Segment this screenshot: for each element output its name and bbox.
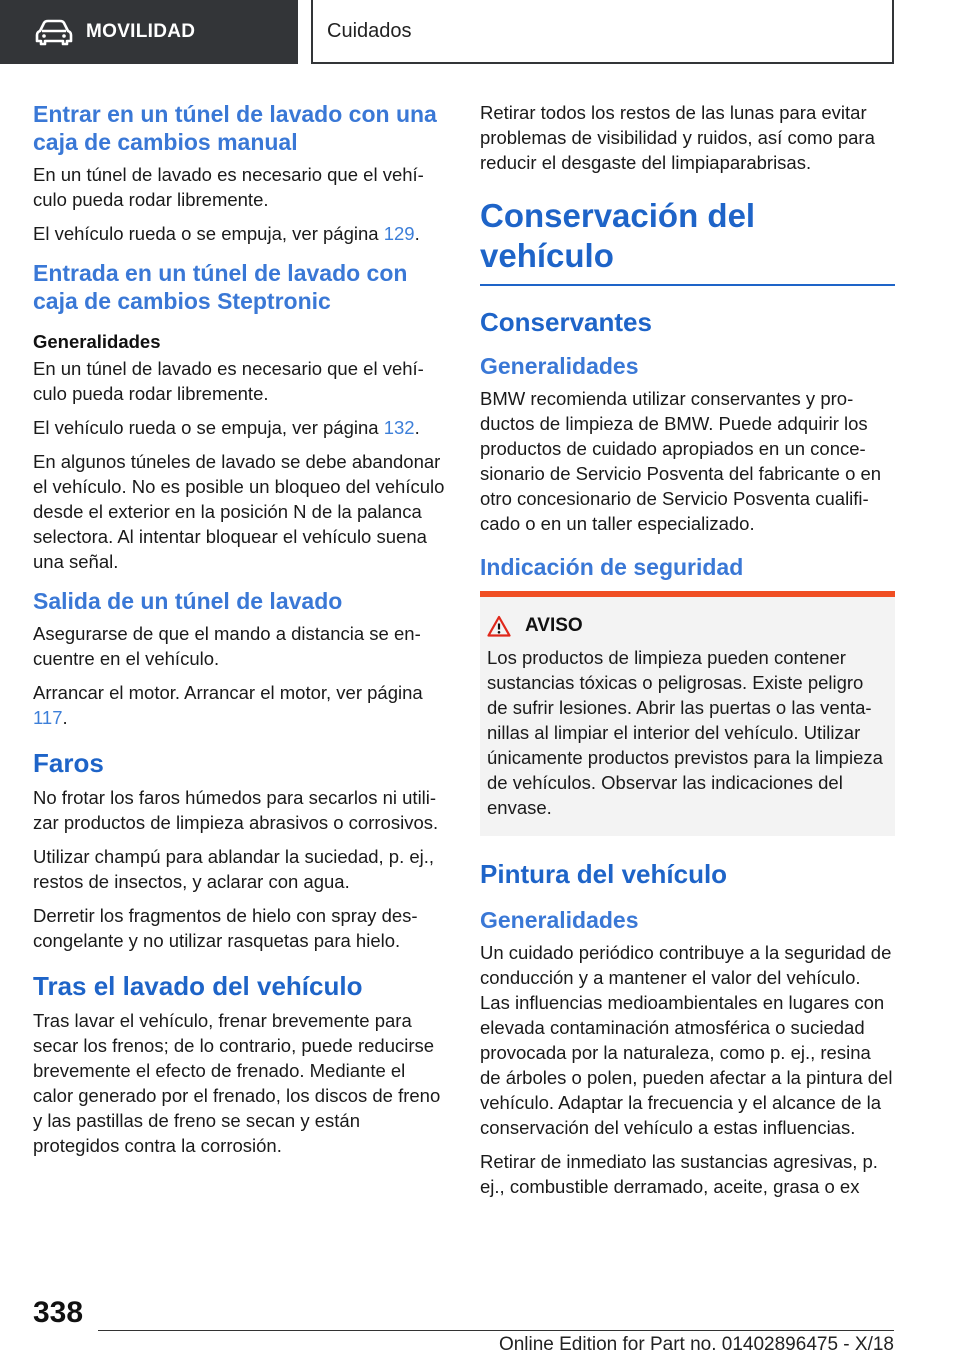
heading-pintura: Pintura del vehículo	[480, 859, 728, 889]
paragraph: No frotar los faros húmedos para secarlos ni utilizar productos de limpieza abrasivos o corrosivos.	[33, 787, 439, 833]
text: Arrancar el motor. Arrancar el motor, ver página	[33, 682, 423, 703]
paragraph: Derretir los fragmentos de hielo con spray descongelante y no utilizar rasquetas para hielo.	[33, 905, 418, 951]
paragraph	[33, 415, 449, 440]
heading-tras-lavado: Tras el lavado del vehículo	[33, 971, 363, 1001]
heading-salida: Salida de un túnel de lavado	[33, 588, 343, 614]
chapter-header	[311, 0, 894, 64]
chapter-label: Cuidados	[327, 19, 412, 42]
page-link[interactable]: 132	[383, 417, 415, 438]
paragraph: Tras lavar el vehículo, frenar brevemente para secar los frenos; de lo contrario, puede reducirse brevemente el efecto de frenado. Mediante el calor generado por el frenado, los discos de freno y las pastillas de freno se secan y están protegidos contra la corrosión.	[33, 1010, 441, 1156]
page-number: 338	[33, 1296, 84, 1329]
subheading-generalidades: Generalidades	[33, 331, 161, 352]
paragraph: Utilizar champú para ablandar la suciedad, p. ej., restos de insectos, y aclarar con agua.	[33, 846, 435, 892]
section-label: MOVILIDAD	[86, 21, 196, 42]
heading-faros: Faros	[33, 748, 104, 778]
heading-generalidades-2: Generalidades	[480, 907, 639, 933]
warning-title	[487, 615, 887, 637]
car-icon	[34, 18, 74, 46]
warning-label: AVISO	[525, 615, 583, 636]
left-column	[33, 100, 449, 1167]
paragraph	[33, 221, 449, 246]
text: .	[62, 707, 68, 728]
warning-triangle-icon	[487, 615, 511, 637]
page-link[interactable]: 117	[33, 707, 63, 728]
heading-seguridad: Indicación de seguridad	[480, 554, 744, 580]
paragraph: Un cuidado periódico contribuye a la seguridad de conducción y a mantener el valor del vehículo. Las influencias medioambientales en lugares con elevada contaminación atmosférica o suciedad provocada por la naturaleza, como p. ej., resina de árboles o polen, pueden afectar a la pintura del vehículo. Adaptar la frecuencia y el alcance de la conservación del vehículo a estas influencias.	[480, 942, 893, 1138]
heading-manual: Entrar en un túnel de lavado con una caja de cambios manual	[33, 101, 437, 155]
paragraph: Asegurarse de que el mando a distancia se encuentre en el vehículo.	[33, 623, 421, 669]
paragraph: En algunos túneles de lavado se debe abandonar el vehículo. No es posible un bloqueo del vehículo desde el exterior en la posición N de la palanca selectora. Al intentar bloquear el vehículo suena una señal.	[33, 451, 445, 572]
footer-divider	[98, 1330, 894, 1331]
section-tab	[0, 0, 298, 64]
warning-box	[480, 591, 895, 836]
text: .	[414, 417, 420, 438]
text: El vehículo rueda o se empuja, ver página	[33, 417, 384, 438]
paragraph: BMW recomienda utilizar conservantes y productos de limpieza de BMW. Puede adquirir los productos de cuidado apropiados en un concesionario de Servicio Posventa del fabricante o en otro concesionario de Servicio Posventa cualificado o en un taller especializado.	[480, 388, 882, 534]
paragraph	[33, 680, 449, 730]
paragraph: En un túnel de lavado es necesario que el vehículo pueda rodar libremente.	[33, 358, 424, 404]
page-link[interactable]: 129	[383, 223, 415, 244]
heading-conservacion: Conservación del vehículo	[480, 196, 895, 286]
edition-note: Online Edition for Part no. 01402896475 - X/18	[498, 1334, 894, 1355]
right-column	[480, 100, 895, 1208]
heading-steptronic: Entrada en un túnel de lavado con caja de cambios Steptronic	[33, 260, 408, 314]
text: .	[414, 223, 420, 244]
text: El vehículo rueda o se empuja, ver página	[33, 223, 384, 244]
warning-text: Los productos de limpieza pueden contener sustancias tóxicas o peligrosas. Existe peligro de sufrir lesiones. Abrir las puertas o las ventanillas al limpiar el interior del vehículo. Utilizar únicamente productos previstos para la limpieza de vehículos. Observar las indicaciones del envase.	[487, 647, 883, 818]
paragraph: En un túnel de lavado es necesario que el vehículo pueda rodar libremente.	[33, 164, 424, 210]
paragraph: Retirar todos los restos de las lunas para evitar problemas de visibilidad y ruidos, así como para reducir el desgaste del limpiaparabrisas.	[480, 102, 875, 173]
heading-generalidades: Generalidades	[480, 353, 639, 379]
heading-conservantes: Conservantes	[480, 307, 652, 337]
paragraph: Retirar de inmediato las sustancias agresivas, p. ej., combustible derramado, aceite, grasa o ex	[480, 1151, 878, 1197]
